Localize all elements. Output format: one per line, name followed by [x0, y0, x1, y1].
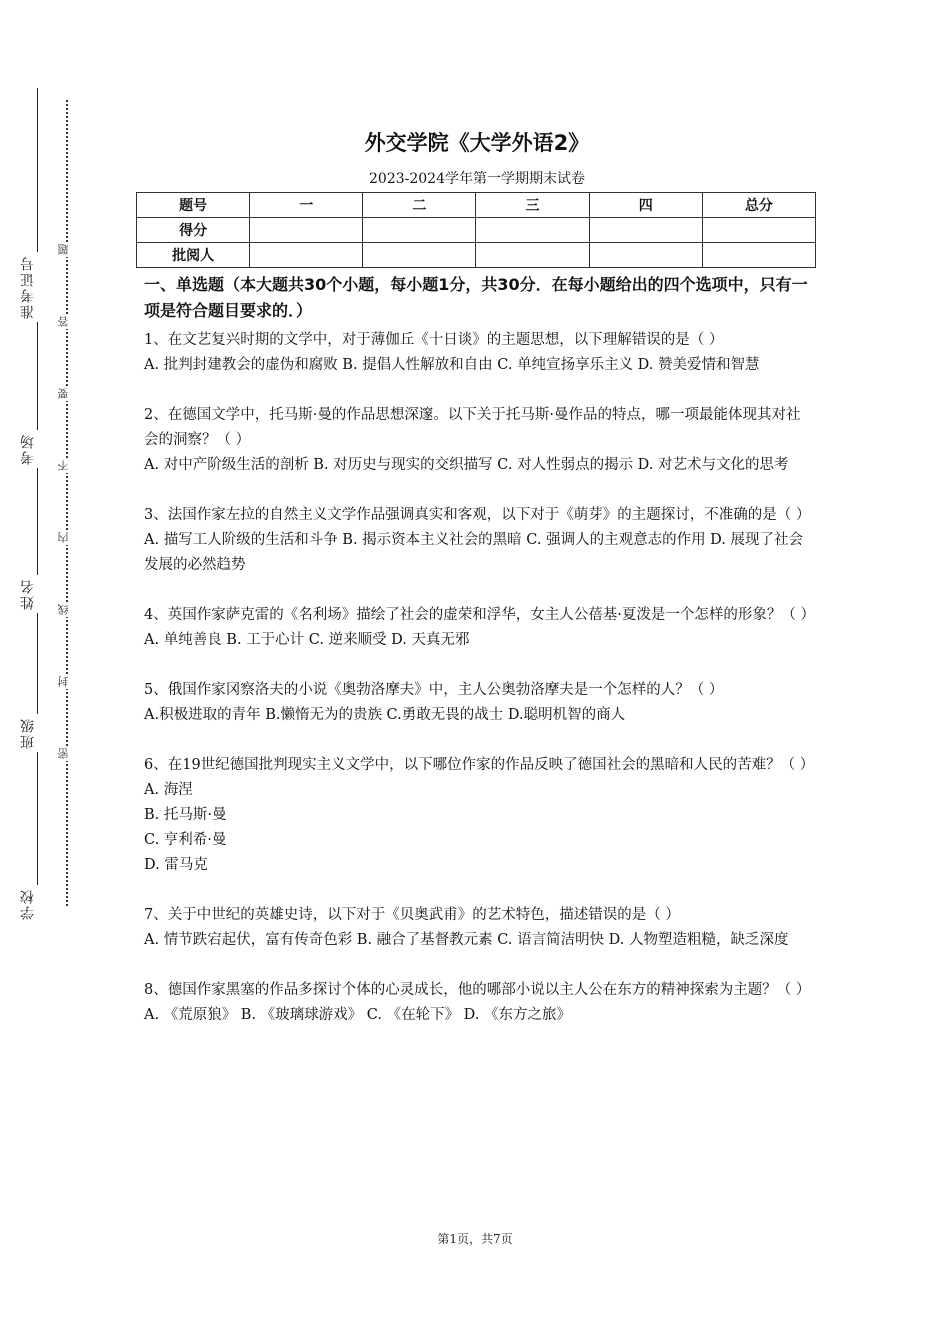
- question-stem: 1、在文艺复兴时期的文学中，对于薄伽丘《十日谈》的主题思想，以下理解错误的是（ ）: [144, 332, 724, 348]
- score-row-label: 批阅人: [137, 243, 250, 268]
- name-label: 姓名: [18, 575, 52, 613]
- question: [144, 403, 810, 478]
- score-cell[interactable]: [702, 218, 815, 243]
- question-options: A. 批判封建教会的虚伪和腐败 B. 提倡人性解放和自由 C. 单纯宣扬享乐主义 D. 赞美爱情和智慧: [144, 357, 760, 373]
- seal-char: 封: [56, 674, 78, 689]
- seal-dotted-line: [66, 100, 68, 906]
- question: [144, 753, 815, 878]
- exam-room-label: 考场: [18, 430, 52, 468]
- score-cell[interactable]: [476, 243, 589, 268]
- score-cell[interactable]: [363, 243, 476, 268]
- question: [144, 903, 810, 953]
- score-cell[interactable]: [589, 218, 702, 243]
- score-header-cell: 三: [476, 193, 589, 218]
- score-header-cell: 一: [250, 193, 363, 218]
- seal-char: 要: [56, 386, 78, 401]
- exam-paper: [144, 128, 815, 1053]
- question-option: C. 亨利希·曼: [144, 832, 227, 848]
- score-header-cell: 题号: [137, 193, 250, 218]
- score-row-label: 得分: [137, 218, 250, 243]
- question: [144, 328, 810, 378]
- class-label: 班级: [18, 714, 52, 752]
- question-option: A. 海涅: [144, 782, 193, 798]
- score-cell[interactable]: [702, 243, 815, 268]
- page-footer: 第1页，共7页: [437, 1232, 513, 1246]
- question: [144, 678, 810, 728]
- question-stem: 2、在德国文学中，托马斯·曼的作品思想深邃。以下关于托马斯·曼作品的特点，哪一项最能体现其对社会的洞察？（ ）: [144, 407, 801, 448]
- score-header-cell: 四: [589, 193, 702, 218]
- question: [144, 978, 810, 1028]
- question-options: A. 描写工人阶级的生活和斗争 B. 揭示资本主义社会的黑暗 C. 强调人的主观意志的作用 D. 展现了社会发展的必然趋势: [144, 532, 804, 573]
- score-header-cell: 总分: [702, 193, 815, 218]
- score-table: [136, 192, 816, 268]
- question-stem: 7、关于中世纪的英雄史诗，以下对于《贝奥武甫》的艺术特色，描述错误的是（ ）: [144, 907, 680, 923]
- score-table-row: [137, 243, 816, 268]
- question-stem: 3、法国作家左拉的自然主义文学作品强调真实和客观，以下对于《萌芽》的主题探讨，不准确的是（ ）: [144, 507, 811, 523]
- question: [144, 503, 810, 578]
- score-cell[interactable]: [250, 218, 363, 243]
- score-cell[interactable]: [476, 218, 589, 243]
- score-cell[interactable]: [589, 243, 702, 268]
- question-option: D. 雷马克: [144, 857, 208, 873]
- question: [144, 603, 815, 653]
- question-options: A. 《荒原狼》 B. 《玻璃球游戏》 C. 《在轮下》 D. 《东方之旅》: [144, 1007, 572, 1023]
- question-stem: 6、在19世纪德国批判现实主义文学中，以下哪位作家的作品反映了德国社会的黑暗和人民的苦难？（ ）: [144, 757, 815, 773]
- question-option: B. 托马斯·曼: [144, 807, 227, 823]
- section-heading: 一、单选题（本大题共30个小题，每小题1分，共30分．在每小题给出的四个选项中，只有一项是符合题目要求的．）: [144, 275, 808, 320]
- score-table-row: [137, 218, 816, 243]
- question-options: A. 单纯善良 B. 工于心计 C. 逆来顺受 D. 天真无邪: [144, 632, 470, 648]
- score-cell[interactable]: [250, 243, 363, 268]
- seal-char: 密: [56, 746, 78, 761]
- question-options: A.积极进取的青年 B.懒惰无为的贵族 C.勇敢无畏的战士 D.聪明机智的商人: [144, 707, 626, 723]
- seal-char: 题: [56, 242, 78, 257]
- question-options: A. 对中产阶级生活的剖析 B. 对历史与现实的交织描写 C. 对人性弱点的揭示 D. 对艺术与文化的思考: [144, 457, 789, 473]
- exam-id-label: 准考证号: [18, 252, 52, 322]
- exam-subtitle: 2023-2024学年第一学期期末试卷: [369, 171, 585, 187]
- score-table-header-row: [137, 193, 816, 218]
- question-stem: 8、德国作家黑塞的作品多探讨个体的心灵成长，他的哪部小说以主人公在东方的精神探索为主题？（ ）: [144, 982, 811, 998]
- score-header-cell: 二: [363, 193, 476, 218]
- binding-line: [37, 88, 38, 920]
- score-cell[interactable]: [363, 218, 476, 243]
- school-label: 学校: [18, 885, 52, 923]
- question-stem: 5、俄国作家冈察洛夫的小说《奥勃洛摩夫》中，主人公奥勃洛摩夫是一个怎样的人？（ ）: [144, 682, 724, 698]
- seal-char: 答: [56, 314, 78, 329]
- seal-char: 线: [56, 602, 78, 617]
- seal-char: 内: [56, 530, 78, 545]
- seal-char: 不: [56, 458, 78, 473]
- exam-title: 外交学院《大学外语2》: [364, 131, 590, 155]
- question-options: A. 情节跌宕起伏，富有传奇色彩 B. 融合了基督教元素 C. 语言简洁明快 D. 人物塑造粗糙，缺乏深度: [144, 932, 789, 948]
- question-stem: 4、英国作家萨克雷的《名利场》描绘了社会的虚荣和浮华，女主人公蓓基·夏泼是一个怎样的形象？（ ）: [144, 607, 815, 623]
